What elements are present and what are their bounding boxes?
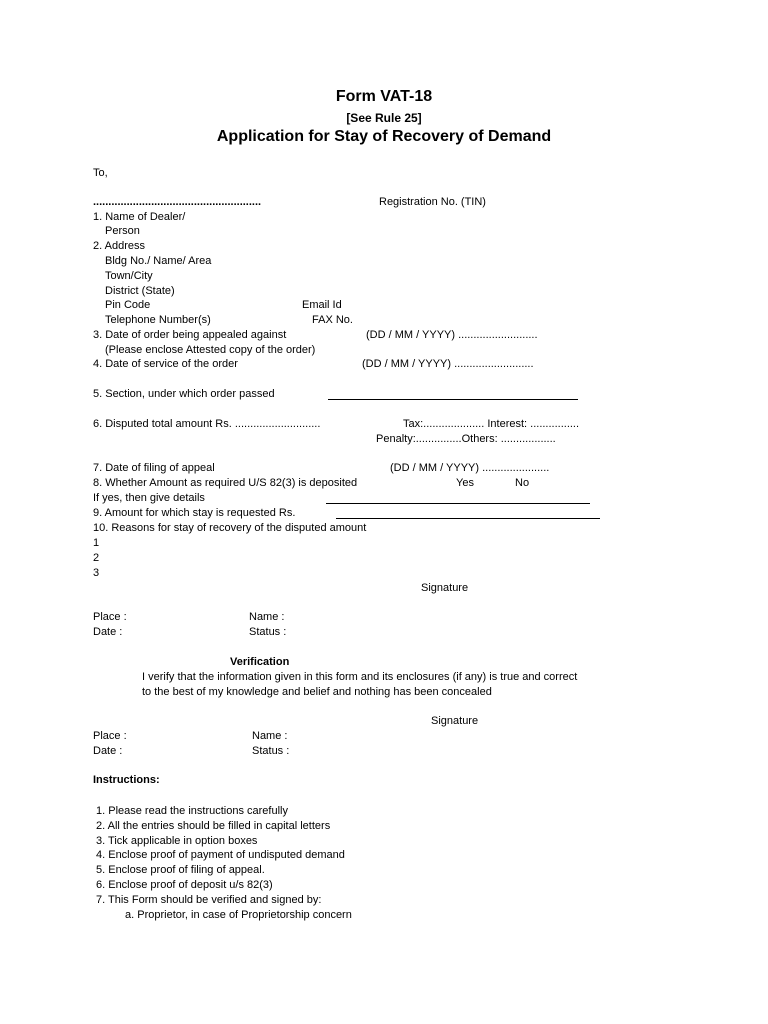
fax-label: FAX No.: [312, 314, 353, 326]
signature-label: Signature: [421, 582, 469, 594]
instruction-item: 1. Please read the instructions carefully: [96, 805, 288, 817]
town-label: Town/City: [105, 270, 153, 282]
instruction-item: 3. Tick applicable in option boxes: [96, 835, 258, 847]
field-1-sublabel: Person: [105, 225, 140, 237]
verification-title: Verification: [230, 656, 290, 668]
instruction-sub-item: a. Proprietor, in case of Proprietorship concern: [125, 909, 352, 921]
verification-date-label: Date :: [93, 745, 123, 757]
no-option: No: [515, 477, 530, 489]
reason-3: 3: [93, 567, 100, 579]
instructions-title: Instructions:: [93, 774, 160, 786]
form-title: Form VAT-18: [335, 88, 433, 105]
registration-label: Registration No. (TIN): [379, 196, 486, 208]
field-8-details-label: If yes, then give details: [93, 492, 205, 504]
verification-status-label: Status :: [252, 745, 290, 757]
instruction-item: 5. Enclose proof of filing of appeal.: [96, 864, 265, 876]
rule-reference: [See Rule 25]: [346, 111, 422, 125]
district-label: District (State): [105, 285, 175, 297]
pin-code-label: Pin Code: [105, 299, 151, 311]
verification-signature-label: Signature: [431, 715, 479, 727]
telephone-label: Telephone Number(s): [105, 314, 211, 326]
field-6-label: 6. Disputed total amount Rs. ............................: [93, 418, 321, 430]
instruction-item: 2. All the entries should be filled in capital letters: [96, 820, 331, 832]
reason-1: 1: [93, 537, 100, 549]
instruction-item: 7. This Form should be verified and signed by:: [96, 894, 322, 906]
field-3-label: 3. Date of order being appealed against: [93, 329, 287, 341]
place-label: Place :: [93, 611, 127, 623]
field-4-label: 4. Date of service of the order: [93, 358, 238, 370]
instruction-item: 6. Enclose proof of deposit u/s 82(3): [96, 879, 273, 891]
date-label: Date :: [93, 626, 123, 638]
field-5-label: 5. Section, under which order passed: [93, 388, 275, 400]
bldg-label: Bldg No./ Name/ Area: [105, 255, 212, 267]
field-6-penalty: Penalty:...............Others: ..................: [376, 433, 556, 445]
name-label: Name :: [249, 611, 285, 623]
field-4-date: (DD / MM / YYYY) ..........................: [362, 358, 534, 370]
verification-place-label: Place :: [93, 730, 127, 742]
field-2-label: 2. Address: [93, 240, 145, 252]
status-label: Status :: [249, 626, 287, 638]
field-6-tax: Tax:.................... Interest: ................: [403, 418, 580, 430]
field-7-label: 7. Date of filing of appeal: [93, 462, 215, 474]
field-3-note: (Please enclose Attested copy of the order): [105, 344, 316, 356]
field-5-line: [328, 399, 578, 400]
field-9-line: [336, 518, 600, 519]
field-8-label: 8. Whether Amount as required U/S 82(3) is deposited: [93, 477, 358, 489]
email-label: Email Id: [302, 299, 342, 311]
field-7-date: (DD / MM / YYYY) ......................: [390, 462, 550, 474]
yes-option: Yes: [456, 477, 474, 489]
verification-line-1: I verify that the information given in this form and its enclosures (if any) is true and correct: [142, 671, 578, 683]
field-10-label: 10. Reasons for stay of recovery of the disputed amount: [93, 522, 367, 534]
field-9-label: 9. Amount for which stay is requested Rs.: [93, 507, 296, 519]
instruction-item: 4. Enclose proof of payment of undisputed demand: [96, 849, 345, 861]
to-label: To,: [93, 167, 108, 179]
reason-2: 2: [93, 552, 100, 564]
addressee-dots: .......................................................: [93, 196, 262, 208]
verification-name-label: Name :: [252, 730, 288, 742]
field-1-label: 1. Name of Dealer/: [93, 211, 186, 223]
field-3-date: (DD / MM / YYYY) ..........................: [366, 329, 538, 341]
page-heading: Application for Stay of Recovery of Demand: [216, 128, 552, 145]
field-8-line: [326, 503, 590, 504]
verification-line-2: to the best of my knowledge and belief and nothing has been concealed: [142, 686, 492, 698]
